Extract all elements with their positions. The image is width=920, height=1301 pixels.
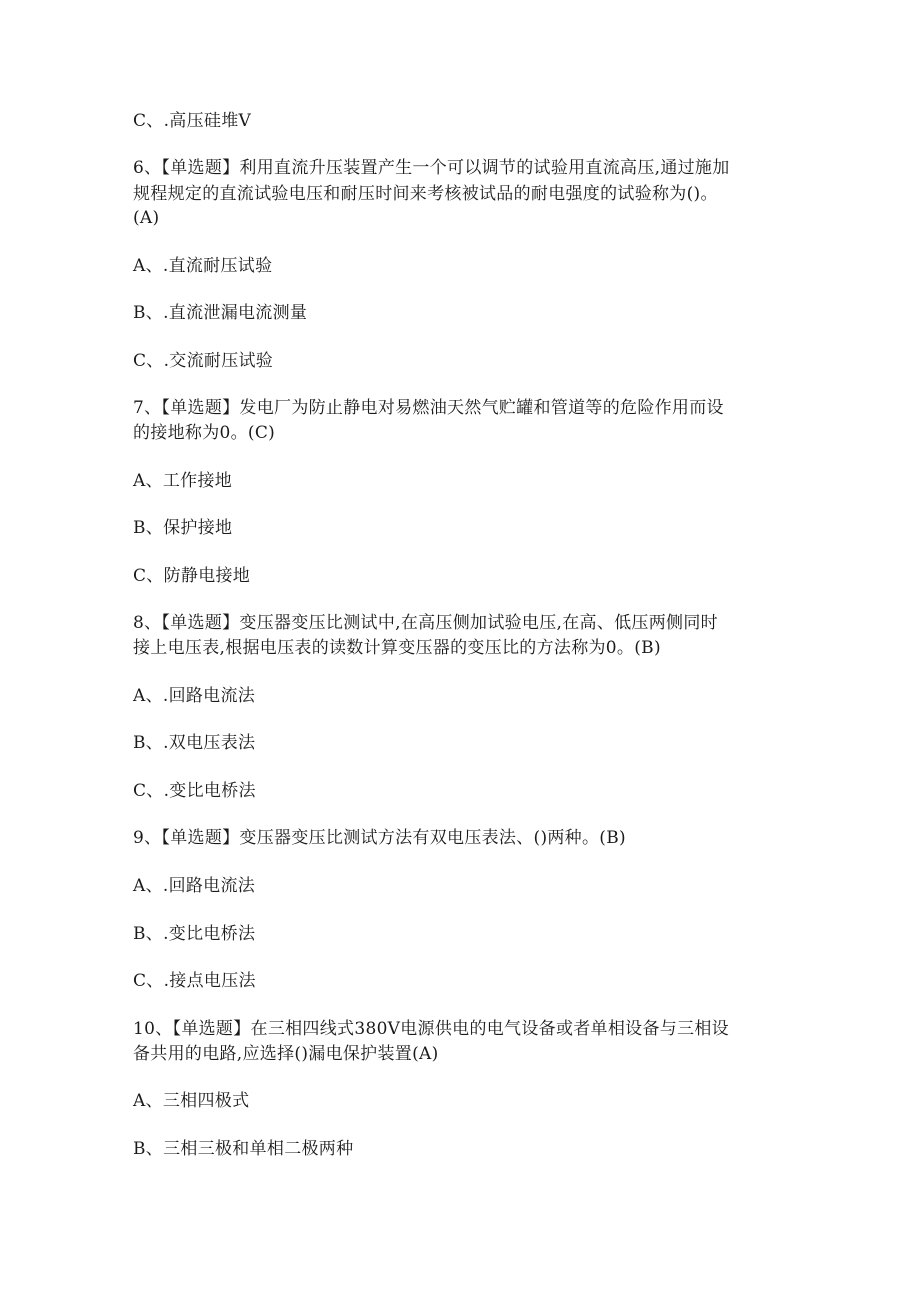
q6-stem-line-1: 6、【单选题】利用直流升压装置产生一个可以调节的试验用直流高压,通过施加	[133, 158, 730, 178]
q10-option-a: A、三相四极式	[133, 1091, 250, 1111]
q7-option-b: B、保护接地	[133, 518, 233, 538]
q8-option-b: B、.双电压表法	[133, 733, 256, 753]
q5-option-c: C、.高压硅堆V	[133, 111, 252, 131]
q9-option-c: C、.接点电压法	[133, 971, 256, 991]
q6-option-b: B、.直流泄漏电流测量	[133, 303, 308, 323]
q6-option-a: A、.直流耐压试验	[133, 256, 273, 276]
q6-option-c: C、.交流耐压试验	[133, 351, 274, 371]
q9-option-a: A、.回路电流法	[133, 876, 256, 896]
q8-stem-line-1: 8、【单选题】变压器变压比测试中,在高压侧加试验电压,在高、低压两侧同时	[133, 613, 718, 633]
q8-option-a: A、.回路电流法	[133, 686, 256, 706]
q7-option-a: A、工作接地	[133, 471, 233, 491]
q7-stem-line-2: 的接地称为0。(C)	[133, 423, 276, 443]
q7-option-c: C、防静电接地	[133, 566, 251, 586]
q6-stem-line-2: 规程规定的直流试验电压和耐压时间来考核被试品的耐电强度的试验称为()。	[133, 184, 718, 204]
q8-stem-line-2: 接上电压表,根据电压表的读数计算变压器的变压比的方法称为0。(B)	[133, 638, 661, 658]
q10-option-b: B、三相三极和单相二极两种	[133, 1139, 354, 1159]
q10-stem-line-2: 备共用的电路,应选择()漏电保护装置(A)	[133, 1044, 439, 1064]
q8-option-c: C、.变比电桥法	[133, 781, 256, 801]
q9-option-b: B、.变比电桥法	[133, 924, 256, 944]
q6-answer: (A)	[133, 208, 160, 228]
q7-stem-line-1: 7、【单选题】发电厂为防止静电对易燃油天然气贮罐和管道等的危险作用而设	[133, 398, 724, 418]
q9-stem: 9、【单选题】变压器变压比测试方法有双电压表法、()两种。(B)	[133, 828, 626, 848]
q10-stem-line-1: 10、【单选题】在三相四线式380V电源供电的电气设备或者单相设备与三相设	[133, 1019, 729, 1039]
